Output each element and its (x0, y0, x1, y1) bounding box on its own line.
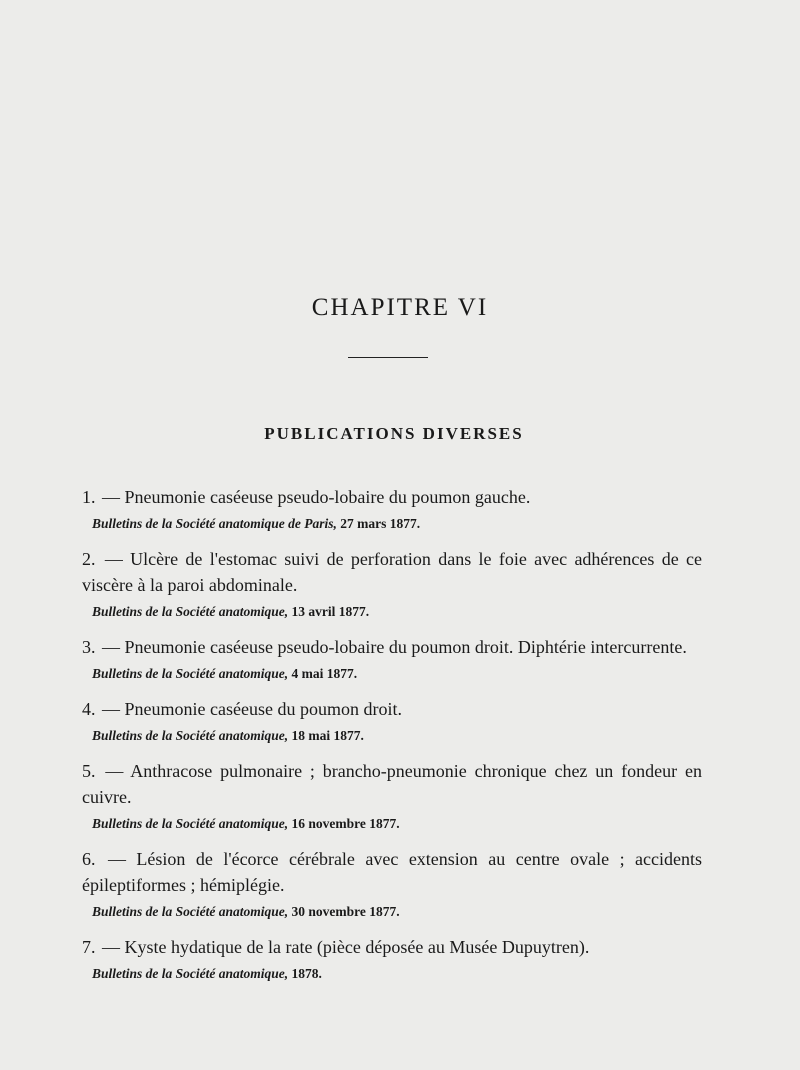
entry-journal: Bulletins de la Société anatomique, (92, 966, 289, 981)
entry-date: 27 mars 1877. (340, 516, 421, 531)
entry-text: — Pneumonie caséeuse pseudo-lobaire du poumon droit. Diphtérie intercurrente. (102, 637, 687, 657)
entry-title (82, 696, 702, 722)
entry-number: 3. (82, 637, 96, 657)
chapter-title: CHAPITRE VI (311, 294, 489, 321)
entry-reference (82, 602, 702, 622)
entry-number: 5. (82, 761, 96, 781)
publication-entry (82, 758, 702, 834)
entry-title (82, 758, 702, 810)
entry-text: — Kyste hydatique de la rate (pièce déposée au Musée Dupuytren). (102, 937, 590, 957)
entry-date: 1878. (291, 966, 322, 981)
entry-title (82, 934, 702, 960)
entry-number: 1. (82, 487, 96, 507)
entry-date: 18 mai 1877. (291, 728, 364, 743)
entry-journal: Bulletins de la Société anatomique, (92, 904, 289, 919)
entry-text: — Ulcère de l'estomac suivi de perforation dans le foie avec adhérences de ce viscère à la paroi abdominale. (82, 549, 702, 595)
entry-reference (82, 664, 702, 684)
entry-text: — Pneumonie caséeuse pseudo-lobaire du poumon gauche. (102, 487, 531, 507)
entry-number: 2. (82, 549, 96, 569)
entry-title (82, 846, 702, 898)
entry-date: 16 novembre 1877. (291, 816, 400, 831)
publication-entry (82, 634, 702, 684)
entry-journal: Bulletins de la Société anatomique, (92, 816, 289, 831)
entry-reference (82, 964, 702, 984)
entry-reference (82, 814, 702, 834)
publication-entry (82, 696, 702, 746)
publication-list (82, 484, 702, 996)
entry-text: — Lésion de l'écorce cérébrale avec extension au centre ovale ; accidents épileptiformes ; hémiplégie. (82, 849, 702, 895)
entry-date: 4 mai 1877. (291, 666, 358, 681)
entry-number: 6. (82, 849, 96, 869)
entry-number: 7. (82, 937, 96, 957)
entry-text: — Anthracose pulmonaire ; brancho-pneumonie chronique chez un fondeur en cuivre. (82, 761, 702, 807)
publication-entry (82, 934, 702, 984)
entry-number: 4. (82, 699, 96, 719)
publication-entry (82, 484, 702, 534)
title-divider (348, 357, 428, 358)
entry-journal: Bulletins de la Société anatomique de Paris, (92, 516, 337, 531)
entry-text: — Pneumonie caséeuse du poumon droit. (102, 699, 402, 719)
entry-date: 30 novembre 1877. (291, 904, 400, 919)
entry-journal: Bulletins de la Société anatomique, (92, 604, 289, 619)
publication-entry (82, 846, 702, 922)
entry-reference (82, 514, 702, 534)
entry-reference (82, 726, 702, 746)
publication-entry (82, 546, 702, 622)
entry-journal: Bulletins de la Société anatomique, (92, 728, 289, 743)
entry-title (82, 546, 702, 598)
entry-date: 13 avril 1877. (291, 604, 370, 619)
entry-title (82, 634, 702, 660)
entry-title (82, 484, 702, 510)
entry-reference (82, 902, 702, 922)
entry-journal: Bulletins de la Société anatomique, (92, 666, 289, 681)
section-title: PUBLICATIONS DIVERSES (264, 424, 524, 443)
